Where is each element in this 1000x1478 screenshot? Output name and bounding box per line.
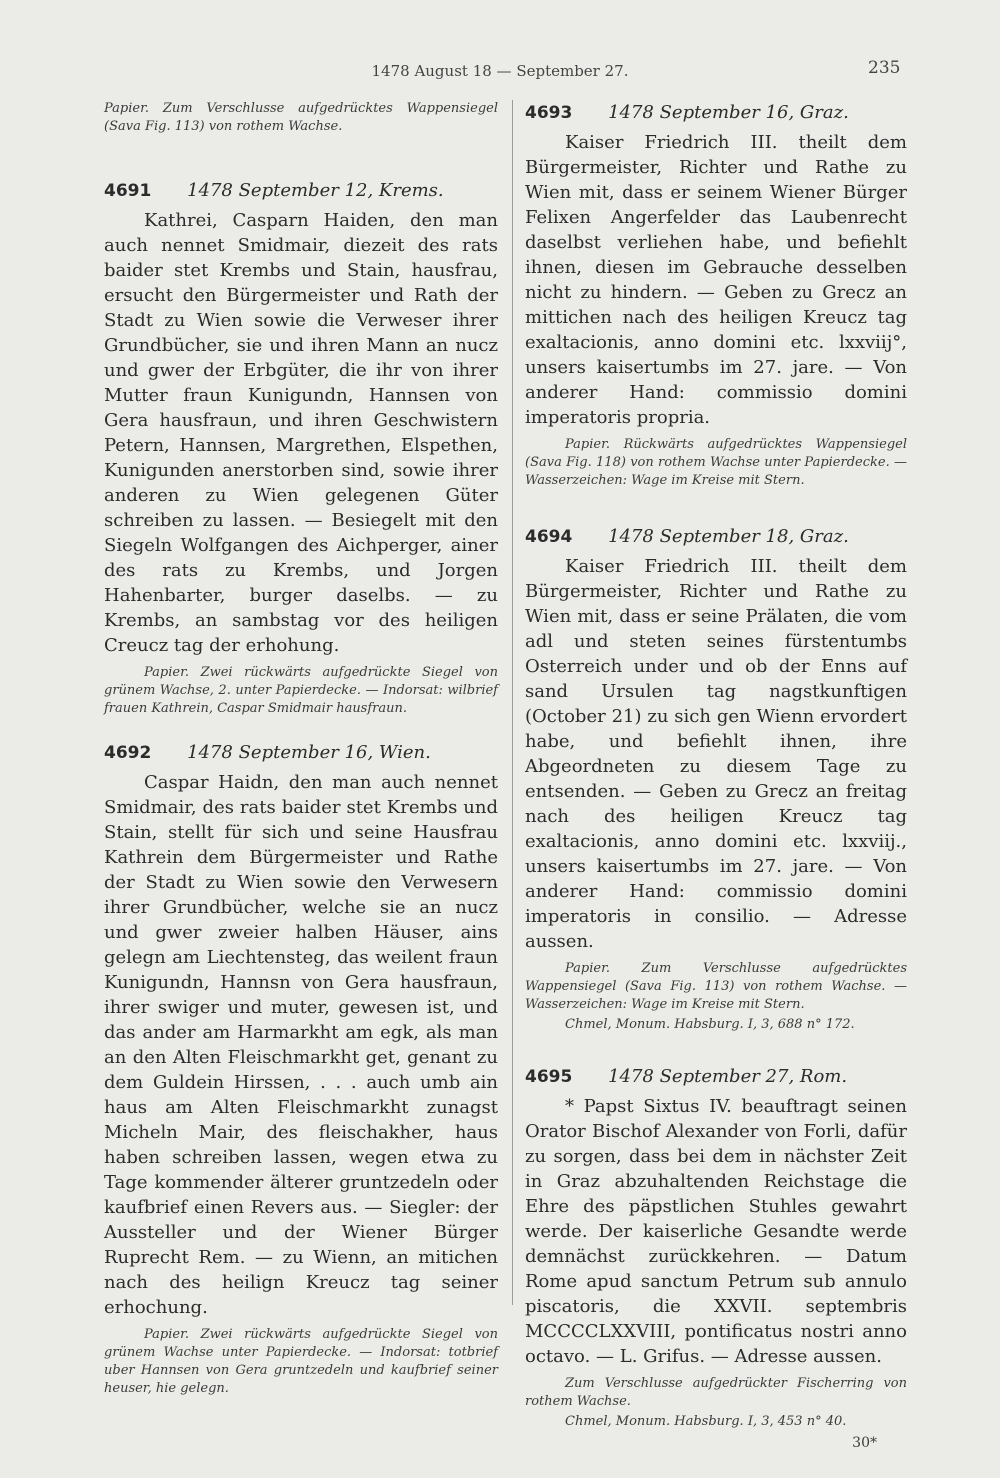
entry-4693 (525, 100, 907, 490)
page-number: 235 (868, 58, 901, 78)
signature-mark: 30* (852, 1435, 877, 1451)
entry-note: Papier. Zwei rückwärts aufgedrückte Siegel von grünem Wachse, 2. unter Papierdecke. — Indorsat: wilbrief frauen Kathrein, Caspar Smidmair hausfraun. (104, 665, 498, 716)
entry-date: 1478 September 18, Graz. (608, 526, 849, 547)
entry-body: Kathrei, Casparn Haiden, den man auch nennet Smidmair, diezeit des rats baider stet Krembs und Stain, hausfrau, ersucht den Bürgermeister und Rath der Stadt zu Wien sowie die Verweser ihrer Grundbücher, sie und ihren Mann an nucz und gwer der Erbgüter, die ihr von ihrer Mutter fraun Kunigundn, Hannsen von Gera hausfraun, und ihren Geschwistern Petern, Hannsen, Margrethen, Elspethen, Kunigunden anerstorben sind, sowie ihrer anderen zu Wien gelegenen Güter schreiben zu lassen. — Besiegelt mit den Siegeln Wolfgangen des Aichperger, ainer des rats zu Krembs, und Jorgen Hahenbarter, burger daselbs. — zu Krembs, an sambstag vor des heiligen Creucz tag der erhohung. (104, 210, 498, 656)
entry-note: Papier. Zum Verschlusse aufgedrücktes Wappensiegel (Sava Fig. 113) von rothem Wachse. — Wasserzeichen: Wage im Kreise mit Stern. (525, 961, 907, 1012)
entry-4694 (525, 524, 907, 1034)
entry-heading (525, 1064, 907, 1090)
entry-body: Caspar Haidn, den man auch nennet Smidmair, des rats baider stet Krembs und Stain, stellt für sich und seine Hausfrau Kathrein dem Bürgermeister und Rathe der Stadt zu Wien sowie den Verwesern ihrer Grundbücher, welche sie an nucz und gwer zweier halben Häuser, ains gelegn am Liechtensteg, das weilent fraun Kunigundn, Hannsn von Gera hausfraun, ihrer swiger und muter, gewesen ist, und das ander am Harmarkht am egk, als man an den Alten Fleischmarkht get, genant zu dem Guldein Hirssen, . . . auch umb ain haus am Alten Fleischmarkht zunagst Micheln Mair, des fleischakher, haus haben schreiben lassen, wegen etwa zu Tage kommender älterer gruntzedeln oder kaufbrief einen Revers aus. — Siegler: der Aussteller und der Wiener Bürger Ruprecht Rem. — zu Wienn, an mitichen nach des heilign Kreucz tag seiner erhochung. (104, 772, 498, 1318)
entry-number: 4693 (525, 103, 573, 123)
entry-date: 1478 September 27, Rom. (608, 1066, 848, 1087)
entry-body: * Papst Sixtus IV. beauftragt seinen Orator Bischof Alexander von Forli, dafür zu sorgen, dass bei dem in nächster Zeit in Graz abzuhaltenden Reichstage die Ehre des päpstlichen Stuhles gewahrt werde. Der kaiserliche Gesandte werde demnächst zurückkehren. — Datum Rome apud sanctum Petrum sub annulo piscatoris, die XXVII. septembris MCCCCLXXVIII, pontificatus nostri anno octavo. — L. Grifus. — Adresse aussen. (525, 1096, 907, 1367)
entry-number: 4694 (525, 527, 573, 547)
entry-note: Papier. Rückwärts aufgedrücktes Wappensiegel (Sava Fig. 118) von rothem Wachse unter Papierdecke. — Wasserzeichen: Wage im Kreise mit Stern. (525, 437, 907, 488)
entry-date: 1478 September 16, Wien. (187, 742, 431, 763)
entry-date: 1478 September 12, Krems. (187, 180, 444, 201)
entry-number: 4692 (104, 743, 152, 763)
entry-heading (525, 100, 907, 126)
entry-note: Zum Verschlusse aufgedrückter Fischerring von rothem Wachse. (525, 1376, 907, 1409)
carry-over-note: Papier. Zum Verschlusse aufgedrücktes Wappensiegel (Sava Fig. 113) von rothem Wachse. (104, 101, 498, 134)
entry-body: Kaiser Friedrich III. theilt dem Bürgermeister, Richter und Rathe zu Wien mit, dass er seinem Wiener Bürger Felixen Angerfelder das Laubenrecht daselbst verliehen habe, und befiehlt ihnen, diesen im Gebrauche desselben nicht zu hindern. — Geben zu Grecz an mittichen nach des heiligen Kreucz tag exaltacionis, anno domini etc. lxxviij°, unsers kaisertumbs im 27. jare. — Von anderer Hand: commissio domini imperatoris propria. (525, 132, 907, 428)
entry-heading (525, 524, 907, 550)
entry-heading (104, 740, 498, 766)
entry-number: 4695 (525, 1067, 573, 1087)
entry-note: Papier. Zwei rückwärts aufgedrückte Siegel von grünem Wachse unter Papierdecke. — Indorsat: totbrief uber Hannsen von Gera gruntzedeln und kaufbrief seiner heuser, hie gelegn. (104, 1327, 498, 1396)
entry-reference: Chmel, Monum. Habsburg. I, 3, 453 n° 40. (565, 1414, 847, 1429)
entry-heading (104, 178, 498, 204)
running-head: 1478 August 18 — September 27. (371, 62, 629, 80)
entry-reference: Chmel, Monum. Habsburg. I, 3, 688 n° 172. (565, 1017, 855, 1032)
entry-4691 (104, 178, 498, 718)
entry-date: 1478 September 16, Graz. (608, 102, 849, 123)
entry-4695 (525, 1064, 907, 1456)
entry-number: 4691 (104, 181, 152, 201)
entry-4692 (104, 740, 498, 1398)
entry-body: Kaiser Friedrich III. theilt dem Bürgermeister, Richter und Rathe zu Wien mit, dass er seine Prälaten, die vom adl und steten seines fürstentumbs Osterreich under und ob der Enns auf sand Ursulen tag nagstkunftigen (October 21) zu sich gen Wienn ervordert habe, und befiehlt ihnen, ihre Abgeordneten zu diesem Tage zu entsenden. — Geben zu Grecz an freitag nach des heiligen Kreucz tag exaltacionis, anno domini etc. lxxviij., unsers kaisertumbs im 27. jare. — Von anderer Hand: commissio domini imperatoris in consilio. — Adresse aussen. (525, 556, 907, 952)
column-divider (512, 100, 513, 1305)
right-column (525, 100, 907, 1478)
left-column (104, 100, 498, 1420)
